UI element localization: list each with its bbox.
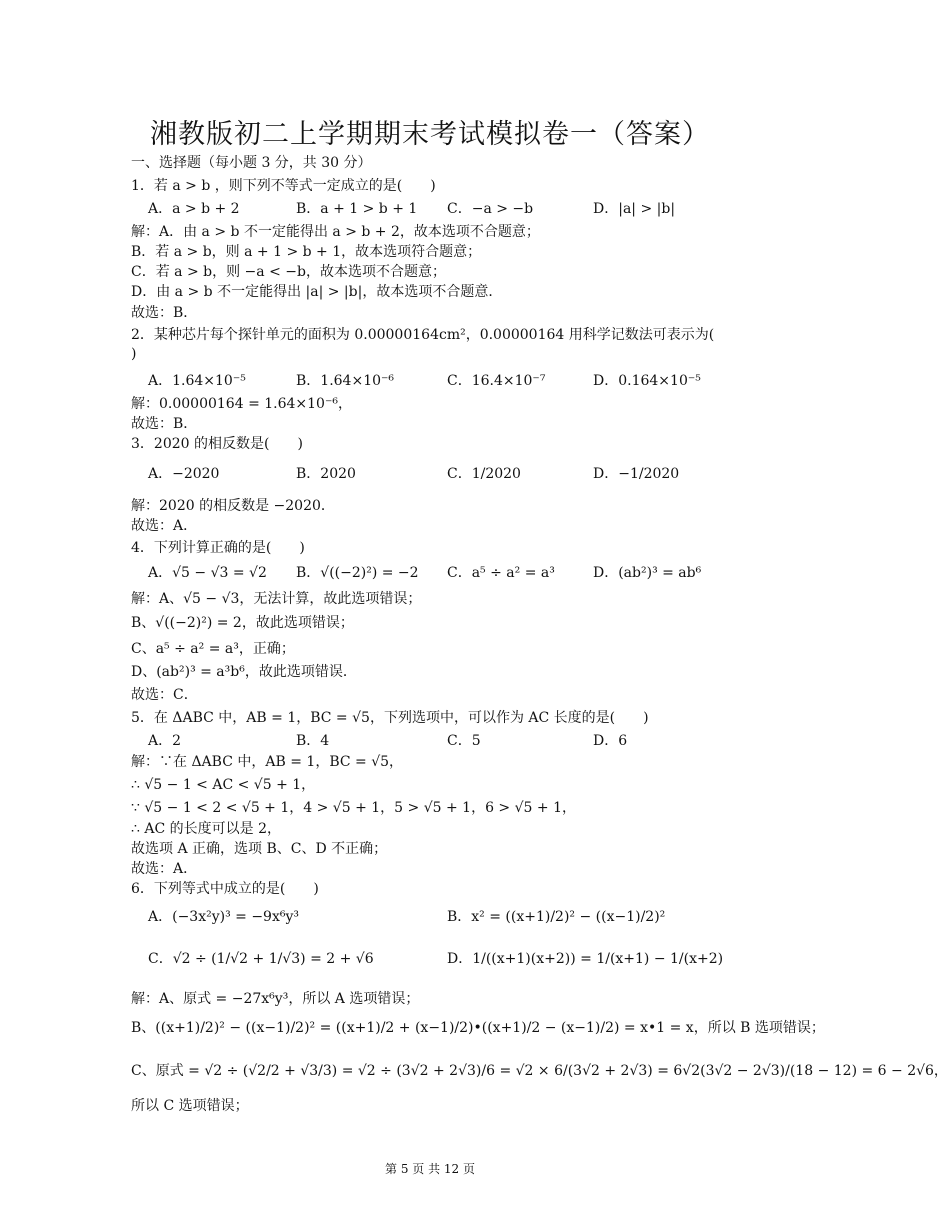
text-line: 解：A、√5 − √3，无法计算，故此选项错误；	[131, 591, 422, 607]
answer-option: A．2	[148, 733, 182, 749]
answer-option: A．a > b + 2	[148, 201, 240, 217]
text-line: C、a⁵ ÷ a² = a³，正确；	[131, 641, 295, 657]
answer-option: B．1.64×10⁻⁶	[296, 373, 395, 389]
answer-option: D．|a| > |b|	[593, 201, 676, 217]
text-line: ∵ √5 − 1 < 2 < √5 + 1，4 > √5 + 1，5 > √5 + 1，6 > √5 + 1，	[131, 800, 576, 816]
answer-option: B．a + 1 > b + 1	[296, 201, 418, 217]
text-line: C、原式 = √2 ÷ (√2/2 + √3/3) = √2 ÷ (3√2 + 2√3)/6 = √2 × 6/(3√2 + 2√3) = 6√2(3√2 − 2√3)/(18 − 12) = 6 − 2√6，	[131, 1063, 948, 1079]
text-line: 故选：A．	[131, 861, 198, 877]
text-line: 1．若 a > b ，则下列不等式一定成立的是( )	[131, 178, 436, 194]
document-title: 湘教版初二上学期期末考试模拟卷一（答案）	[150, 119, 710, 150]
answer-option: C．√2 ÷ (1/√2 + 1/√3) = 2 + √6	[148, 951, 374, 967]
answer-option: D．−1/2020	[593, 466, 680, 482]
answer-option: B．x² = ((x+1)/2)² − ((x−1)/2)²	[447, 909, 666, 925]
answer-option: C．16.4×10⁻⁷	[447, 373, 546, 389]
answer-option: A．−2020	[148, 466, 220, 482]
text-line: 故选：B．	[131, 305, 198, 321]
answer-option: B．2020	[296, 466, 356, 482]
text-line: 故选：B．	[131, 416, 198, 432]
page-footer: 第 5 页 共 12 页	[385, 1162, 475, 1176]
text-line: 解：A．由 a > b 不一定能得出 a > b + 2，故本选项不合题意；	[131, 224, 540, 240]
text-line: 所以 C 选项错误；	[131, 1098, 249, 1114]
text-line: 4．下列计算正确的是( )	[131, 540, 305, 556]
text-line: 6．下列等式中成立的是( )	[131, 881, 319, 897]
text-line: )	[131, 346, 137, 362]
answer-option: B．4	[296, 733, 330, 749]
answer-option: C．−a > −b	[447, 201, 534, 217]
answer-option: B．√((−2)²) = −2	[296, 565, 419, 581]
text-line: ∴ AC 的长度可以是 2，	[131, 821, 281, 837]
text-line: 解：∵在 ΔABC 中，AB = 1，BC = √5，	[131, 754, 404, 770]
text-line: 故选：A．	[131, 518, 198, 534]
text-line: D、(ab²)³ = a³b⁶，故此选项错误．	[131, 664, 357, 680]
section-heading: 一、选择题（每小题 3 分，共 30 分）	[131, 155, 372, 171]
text-line: D．由 a > b 不一定能得出 |a| > |b|，故本选项不合题意．	[131, 284, 503, 300]
text-line: 解：A、原式 = −27x⁶y³，所以 A 选项错误；	[131, 991, 420, 1007]
answer-option: D．6	[593, 733, 628, 749]
answer-option: C．5	[447, 733, 481, 749]
text-line: 故选项 A 正确，选项 B、C、D 不正确；	[131, 841, 388, 857]
answer-option: D．0.164×10⁻⁵	[593, 373, 701, 389]
text-line: 2．某种芯片每个探针单元的面积为 0.00000164cm²，0.00000164 用科学记数法可表示为(	[131, 327, 715, 343]
text-line: B、√((−2)²) = 2，故此选项错误；	[131, 615, 354, 631]
text-line: 3．2020 的相反数是( )	[131, 436, 303, 452]
text-line: 解：0.00000164 = 1.64×10⁻⁶，	[131, 396, 352, 412]
answer-option: D．1/((x+1)(x+2)) = 1/(x+1) − 1/(x+2)	[447, 951, 724, 967]
text-line: C．若 a > b，则 −a < −b，故本选项不合题意；	[131, 264, 446, 280]
answer-option: D．(ab²)³ = ab⁶	[593, 565, 702, 581]
answer-option: A．(−3x²y)³ = −9x⁶y³	[148, 909, 299, 925]
text-line: B．若 a > b，则 a + 1 > b + 1，故本选项符合题意；	[131, 244, 482, 260]
answer-option: C．1/2020	[447, 466, 521, 482]
answer-option: C．a⁵ ÷ a² = a³	[447, 565, 555, 581]
text-line: ∴ √5 − 1 < AC < √5 + 1，	[131, 777, 316, 793]
answer-option: A．√5 − √3 = √2	[148, 565, 267, 581]
text-line: 故选：C．	[131, 687, 198, 703]
text-line: 解：2020 的相反数是 −2020．	[131, 498, 335, 514]
answer-option: A．1.64×10⁻⁵	[148, 373, 246, 389]
text-line: B、((x+1)/2)² − ((x−1)/2)² = ((x+1)/2 + (x−1)/2)•((x+1)/2 − (x−1)/2) = x•1 = x，所以 B 选项错误；	[131, 1020, 825, 1036]
text-line: 5．在 ΔABC 中，AB = 1，BC = √5，下列选项中，可以作为 AC 长度的是( )	[131, 710, 649, 726]
